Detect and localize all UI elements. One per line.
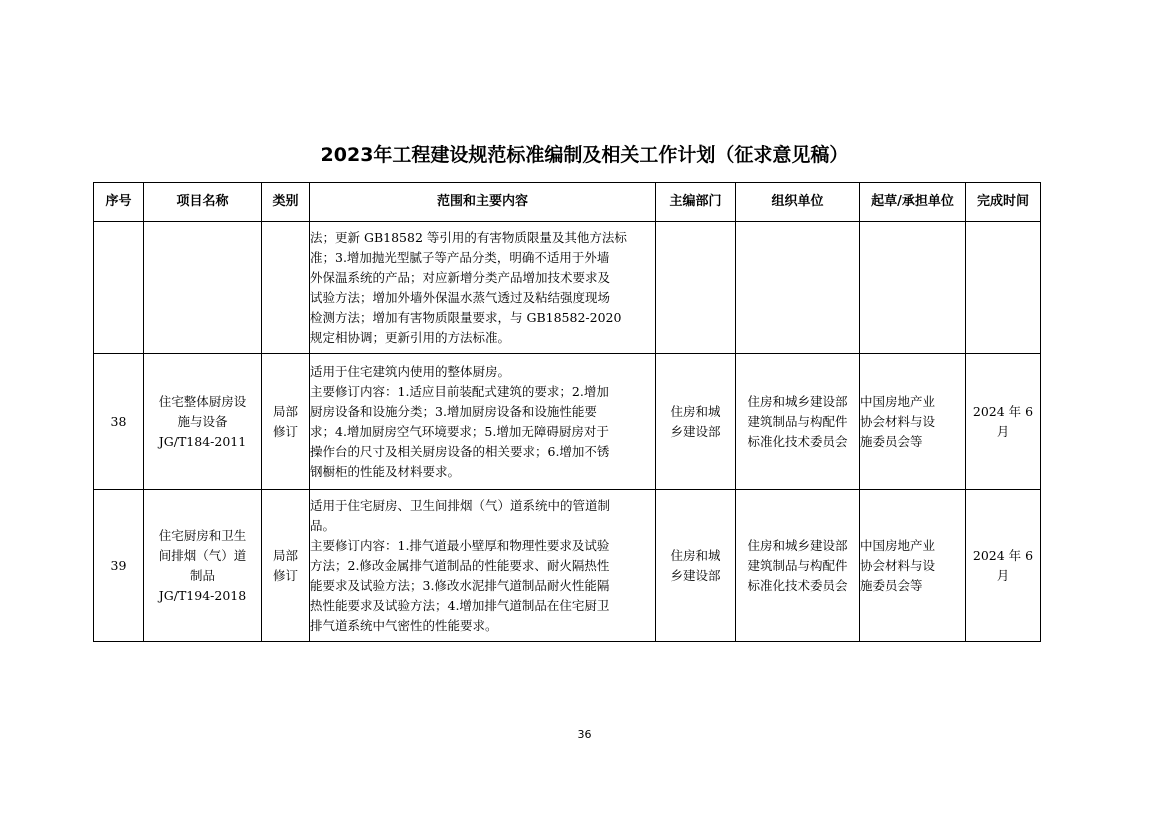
cell-no: 38 <box>94 354 144 490</box>
table-header-row <box>94 183 1041 222</box>
cell-no <box>94 222 144 354</box>
drafter-line: 施委员会等 <box>860 433 923 449</box>
org-line: 建筑制品与构配件 <box>747 557 848 573</box>
cell-deadline <box>966 222 1041 354</box>
scope-line: 厨房设备和设施分类；3.增加厨房设备和设施性能要 <box>310 403 597 419</box>
drafter-line: 施委员会等 <box>860 577 923 593</box>
scope-line: 准；3.增加抛光型腻子等产品分类，明确不适用于外墙 <box>310 249 610 265</box>
drafter-line: 中国房地产业 <box>860 393 936 409</box>
scope-line: 外保温系统的产品；对应新增分类产品增加技术要求及 <box>310 269 611 285</box>
cell-drafter <box>860 490 966 642</box>
cell-organizer <box>736 490 860 642</box>
work-plan-table <box>93 182 1041 642</box>
document-title: 2023年工程建设规范标准编制及相关工作计划（征求意见稿） <box>320 144 849 166</box>
cell-organizer <box>736 222 860 354</box>
name-line: JG/T184-2011 <box>158 433 247 449</box>
table-row <box>94 490 1041 642</box>
org-line: 建筑制品与构配件 <box>747 413 848 429</box>
cell-deadline: 2024 年 6 月 <box>966 354 1041 490</box>
scope-line: 能要求及试验方法；3.修改水泥排气道制品耐火性能隔 <box>310 577 610 593</box>
scope-line: 品。 <box>310 517 336 533</box>
header-organizer: 组织单位 <box>736 183 860 222</box>
cell-category <box>262 354 310 490</box>
category-line: 修订 <box>272 423 298 439</box>
header-project-name: 项目名称 <box>144 183 262 222</box>
cell-drafter <box>860 222 966 354</box>
drafter-line: 协会材料与设 <box>860 557 936 573</box>
drafter-line: 协会材料与设 <box>860 413 936 429</box>
scope-line: 求；4.增加厨房空气环境要求；5.增加无障碍厨房对于 <box>310 423 609 439</box>
scope-line: 操作台的尺寸及相关厨房设备的相关要求；6.增加不锈 <box>310 443 610 459</box>
category-line: 修订 <box>272 567 298 583</box>
cell-chief-editor <box>656 490 736 642</box>
scope-line: 法；更新 GB18582 等引用的有害物质限量及其他方法标 <box>310 229 627 245</box>
org-line: 住房和城乡建设部 <box>747 537 848 553</box>
editor-line: 乡建设部 <box>670 567 721 583</box>
scope-line: 检测方法；增加有害物质限量要求，与 GB18582-2020 <box>310 309 622 325</box>
category-line: 局部 <box>272 547 298 563</box>
scope-line: 钢橱柜的性能及材料要求。 <box>310 463 461 479</box>
scope-line: 热性能要求及试验方法；4.增加排气道制品在住宅厨卫 <box>310 597 610 613</box>
cell-no: 39 <box>94 490 144 642</box>
org-line: 标准化技术委员会 <box>747 433 848 449</box>
header-chief-editor: 主编部门 <box>656 183 736 222</box>
cell-project-name <box>144 490 262 642</box>
header-deadline: 完成时间 <box>966 183 1041 222</box>
page-number: 36 <box>577 728 592 741</box>
name-line: 住宅整体厨房设 <box>158 393 247 409</box>
cell-organizer <box>736 354 860 490</box>
cell-chief-editor <box>656 354 736 490</box>
cell-project-name <box>144 222 262 354</box>
cell-deadline: 2024 年 6 月 <box>966 490 1041 642</box>
cell-drafter <box>860 354 966 490</box>
drafter-line: 中国房地产业 <box>860 537 936 553</box>
scope-line: 主要修订内容：1.排气道最小壁厚和物理性要求及试验 <box>310 537 610 553</box>
scope-line: 适用于住宅厨房、卫生间排烟（气）道系统中的管道制 <box>310 497 611 513</box>
scope-line: 适用于住宅建筑内使用的整体厨房。 <box>310 363 511 379</box>
editor-line: 住房和城 <box>670 547 721 563</box>
header-no: 序号 <box>94 183 144 222</box>
editor-line: 乡建设部 <box>670 423 721 439</box>
name-line: JG/T194-2018 <box>158 587 247 603</box>
name-line: 制品 <box>189 567 215 583</box>
header-drafter: 起草/承担单位 <box>860 183 966 222</box>
scope-line: 主要修订内容：1.适应目前装配式建筑的要求；2.增加 <box>310 383 609 399</box>
cell-chief-editor <box>656 222 736 354</box>
cell-scope <box>310 354 656 490</box>
name-line: 住宅厨房和卫生 <box>158 527 247 543</box>
cell-category <box>262 490 310 642</box>
header-category: 类别 <box>262 183 310 222</box>
cell-scope <box>310 490 656 642</box>
scope-line: 方法；2.修改金属排气道制品的性能要求、耐火隔热性 <box>310 557 610 573</box>
name-line: 施与设备 <box>177 413 228 429</box>
cell-category <box>262 222 310 354</box>
cell-project-name <box>144 354 262 490</box>
scope-line: 排气道系统中气密性的性能要求。 <box>310 617 498 633</box>
scope-line: 试验方法；增加外墙外保温水蒸气透过及粘结强度现场 <box>310 289 611 305</box>
header-scope: 范围和主要内容 <box>310 183 656 222</box>
org-line: 住房和城乡建设部 <box>747 393 848 409</box>
editor-line: 住房和城 <box>670 403 721 419</box>
org-line: 标准化技术委员会 <box>747 577 848 593</box>
table-row <box>94 354 1041 490</box>
scope-line: 规定相协调；更新引用的方法标准。 <box>310 329 511 345</box>
table-row <box>94 222 1041 354</box>
name-line: 间排烟（气）道 <box>158 547 247 563</box>
cell-scope <box>310 222 656 354</box>
category-line: 局部 <box>272 403 298 419</box>
